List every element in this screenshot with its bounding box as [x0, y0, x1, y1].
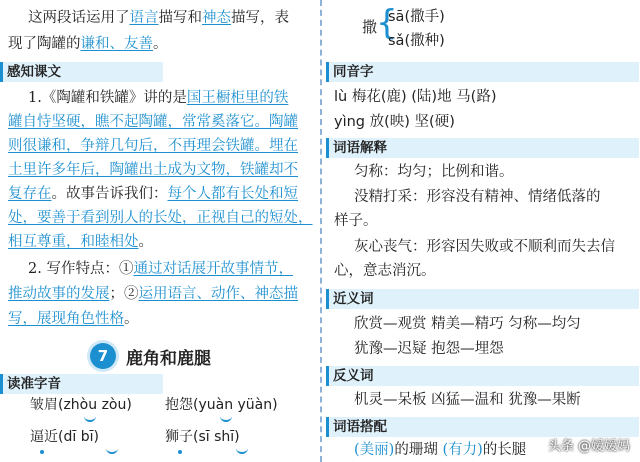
lesson-title-block: [90, 343, 211, 369]
pronunciation-item-3: 逼近(dī bī): [30, 429, 99, 445]
section-header-dapei: 词语搭配: [326, 417, 639, 437]
polyphone-char: 撒: [362, 18, 378, 36]
bullet-dot-icon: [40, 450, 44, 454]
pronunciation-item-4: 狮子(sī shī): [165, 429, 240, 445]
definition-line-2: 没精打采：形容没有精神、情绪低落的: [354, 189, 601, 205]
definition-line-4: 灰心丧气：形容因失败或不顺利而失去信: [354, 239, 615, 255]
p1-line-3: 则很谦和，争辩几句后，不再理会铁罐。埋在: [8, 138, 298, 154]
column-divider: [320, 0, 322, 462]
p1-line-5: 复存在。故事告诉我们：每个人都有长处和短: [8, 186, 298, 202]
correct-mark-icon: [84, 413, 96, 422]
p2-line-3: 写，展现角色性格。: [8, 311, 139, 327]
polyphone-reading-2: sǎ(撒种): [388, 33, 445, 49]
brace-icon: {: [376, 3, 398, 43]
definition-line-3: 样子。: [334, 213, 378, 229]
section-header-duzhun: 读准字音: [0, 374, 163, 394]
homophone-line-2: yìng 放(映) 坚(硬): [334, 114, 455, 130]
intro-line-2: 现了陶罐的谦和、友善。: [8, 36, 168, 52]
section-header-ganzhi: 感知课文: [0, 62, 163, 82]
pronunciation-item-2: 抱怨(yuàn yüàn): [165, 397, 278, 413]
correct-mark-icon: [220, 413, 232, 422]
lesson-number-badge: 7: [90, 343, 116, 369]
left-column: [0, 0, 316, 462]
definition-line-1: 匀称：均匀；比例和谐。: [354, 164, 514, 180]
intro-line-1: 这两段话运用了语言描写和神态描写，表: [28, 10, 289, 26]
collocation-line-1: (美丽)的珊瑚 (有力)的长腿: [354, 442, 527, 458]
p1-line-4: 土里许多年后，陶罐出土成为文物，铁罐却不: [8, 162, 298, 178]
p2-line-2: 推动故事的发展；②运用语言、动作、神态描: [8, 286, 298, 302]
p2-line-1: 2. 写作特点：①通过对话展开故事情节，: [28, 261, 293, 277]
section-header-jinyi: 近义词: [326, 289, 639, 309]
lesson-title: 鹿角和鹿腿: [126, 348, 211, 369]
polyphone-reading-1: sā(撒手): [388, 9, 445, 25]
watermark: 头条 @嫒嫒妈: [547, 439, 630, 454]
correct-mark-icon: [106, 445, 118, 454]
synonym-line-2: 犹豫—迟疑 抱怨—埋怨: [354, 341, 504, 357]
definition-line-5: 心，意志消沉。: [334, 263, 436, 279]
p1-line-2: 罐自恃坚硬，瞧不起陶罐，常常奚落它。陶罐: [8, 114, 298, 130]
antonym-line-1: 机灵—呆板 凶猛—温和 犹豫—果断: [354, 392, 581, 408]
bullet-dot-icon: [178, 450, 182, 454]
p1-line-7: 相互尊重，和睦相处。: [8, 234, 153, 250]
correct-mark-icon: [236, 445, 248, 454]
section-header-fanyi: 反义词: [326, 366, 639, 386]
section-header-tongyin: 同音字: [326, 62, 639, 82]
pronunciation-item-1: 皱眉(zhòu zòu): [30, 397, 132, 413]
right-column: [326, 0, 640, 462]
homophone-line-1: lù 梅花(鹿) (陆)地 马(路): [334, 89, 497, 105]
p1-line-1: 1.《陶罐和铁罐》讲的是国王橱柜里的铁: [28, 90, 289, 106]
p1-line-6: 处，要善于看到别人的长处，正视自己的短处，: [8, 210, 313, 226]
synonym-line-1: 欣赏—观赏 精美—精巧 匀称—均匀: [354, 316, 581, 332]
section-header-jieshi: 词语解释: [326, 138, 639, 158]
